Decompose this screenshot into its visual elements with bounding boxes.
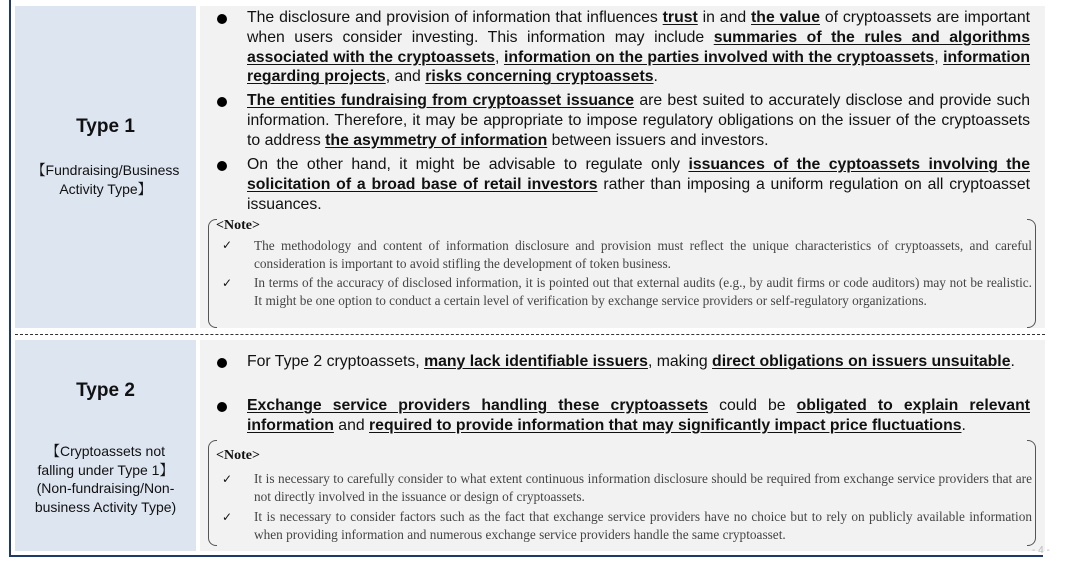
type2-note-1: It is necessary to carefully consider to what extent continuous information disclosure should be required from exchange service providers that are not directly involved in the issuance or design of cryptoassets. — [254, 471, 1032, 505]
bullet-dot-icon — [217, 14, 227, 24]
emphasis-text: trust — [662, 9, 698, 26]
type1-bullet-1: The disclosure and provision of information that influences trust in and the value of cryptoassets are important when users consider investing. This information may include summaries of the rules and algorithms associated with the cryptoassets, information on the parties involved with the cryptoassets, information regarding projects, and risks concerning cryptoassets. — [217, 8, 1030, 87]
emphasis-text: information on the parties involved with the cryptoassets — [503, 48, 935, 66]
emphasis-text: the asymmetry of information — [325, 131, 548, 149]
emphasis-text: the value — [751, 9, 820, 26]
type1-title: Type 1 — [76, 116, 135, 137]
emphasis-text: many lack identifiable issuers — [424, 353, 648, 370]
type1-content-cell — [200, 6, 1045, 328]
bullet-dot-icon — [217, 161, 227, 171]
page-number: - 4 - — [1032, 545, 1050, 556]
type2-content-cell — [200, 340, 1045, 551]
type1-note-1: The methodology and content of information disclosure and provision must reflect the unique characteristics of cryptoassets, and careful consideration is important to avoid stifling the development of token business. — [254, 238, 1032, 272]
emphasis-text: required to provide information that may significantly impact price fluctuations — [369, 416, 962, 434]
bullet-dot-icon — [217, 358, 227, 368]
note-bracket-left — [208, 219, 217, 328]
type1-bullet-2: The entities fundraising from cryptoasset issuance are best suited to accurately disclose and provide such information. Therefore, it may be appropriate to impose regulatory obligations on the issuer of the cryptoassets to address the asymmetry of information between issuers and investors. — [217, 91, 1030, 150]
checkmark-icon: ✓ — [222, 510, 233, 524]
emphasis-text: summaries of the rules and algorithms associated with the cryptoassets — [247, 28, 1031, 66]
emphasis-text: direct obligations on issuers unsuitable — [712, 353, 1011, 370]
emphasis-text: The entities fundraising from cryptoasset issuance — [247, 92, 635, 109]
checkmark-icon: ✓ — [222, 276, 233, 290]
type2-note-box — [208, 440, 1036, 546]
emphasis-text: issuances of the cyptoassets involving the solicitation of a broad base of retail investors — [247, 156, 1030, 193]
type1-note-box — [208, 219, 1036, 328]
emphasis-text: Exchange service providers handling these cryptoassets — [247, 397, 709, 414]
type2-label-cell — [15, 340, 196, 551]
bullet-dot-icon — [217, 97, 227, 107]
type2-note-2: It is necessary to consider factors such as the fact that exchange service providers have no choice but to rely on publicly available information when providing information and numerous exchange service providers handle the same cryptoasset. — [254, 509, 1032, 543]
frame-left-border — [9, 0, 11, 556]
bullet-dot-icon — [217, 402, 227, 412]
emphasis-text: obligated to explain relevant information — [247, 397, 1030, 434]
type2-bullet-2: Exchange service providers handling these cryptoassets could be obligated to explain relevant information and required to provide information that may significantly impact price fluctuations. — [217, 396, 1030, 436]
emphasis-text: information regarding projects — [247, 48, 1031, 86]
note-title: <Note> — [216, 448, 260, 463]
type2-description: 【Cryptoassets not falling under Type 1】 (Non-fundraising/Non- business Activity Type) — [34, 443, 177, 515]
type1-note-2: In terms of the accuracy of disclosed information, it is pointed out that external audits (e.g., by audit firms or code auditors) may not be realistic. It might be one option to conduct a certain level of verification by exchange service providers or self-regulatory organizations. — [254, 275, 1032, 309]
type2-title: Type 2 — [76, 380, 135, 401]
checkmark-icon: ✓ — [222, 472, 233, 486]
frame-bottom-border — [9, 555, 1043, 557]
checkmark-icon: ✓ — [222, 238, 233, 252]
section-divider — [15, 334, 1045, 335]
emphasis-text: risks concerning cryptoassets — [425, 68, 654, 86]
type1-description: 【Fundraising/Business Activity Type】 — [31, 162, 180, 197]
note-title: <Note> — [216, 218, 260, 233]
type2-bullet-1: For Type 2 cryptoassets, many lack identifiable issuers, making direct obligations on issuers unsuitable. — [217, 352, 1030, 372]
type1-label-cell — [15, 6, 196, 328]
type1-bullet-3: On the other hand, it might be advisable to regulate only issuances of the cyptoassets involving the solicitation of a broad base of retail investors rather than imposing a uniform regulation on all cryptoasset issuances. — [217, 155, 1030, 214]
